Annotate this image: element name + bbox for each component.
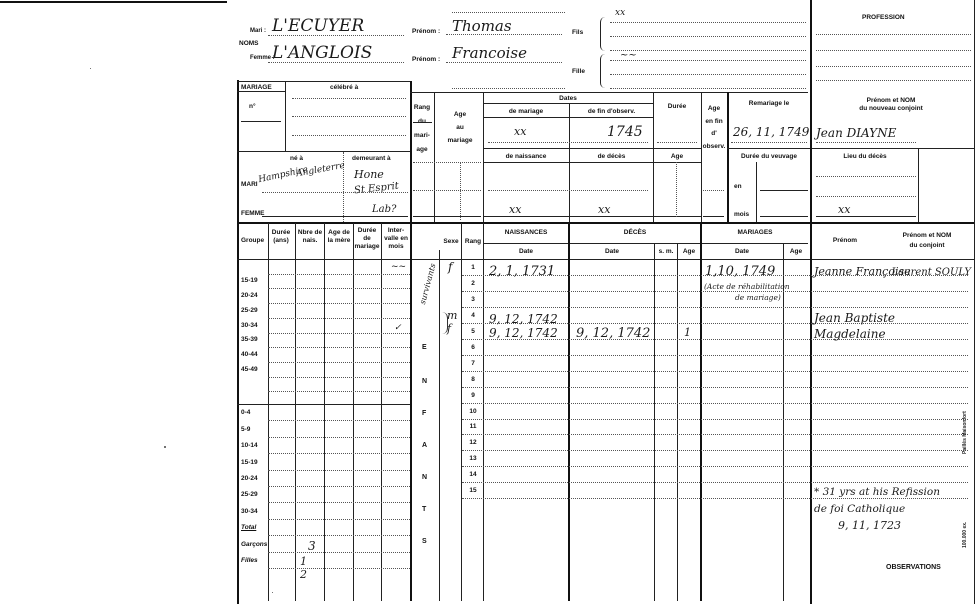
group-label-bottom: 15-19: [241, 458, 258, 466]
group-row-line-top: [268, 318, 410, 319]
scan-speck: [272, 592, 273, 593]
filles-value: 2: [300, 568, 307, 581]
interval-tick: ✓: [394, 323, 402, 333]
group-label-bottom: Filles: [241, 557, 258, 564]
age-mar-label: Age: [453, 111, 467, 118]
rang-du-label: du: [418, 118, 426, 125]
duree-label: Durée: [667, 103, 687, 110]
lieu-deces-value: xx: [838, 203, 851, 216]
rang-row-line: [462, 387, 968, 388]
nouveau-label: [811, 97, 971, 113]
nouveau-line: [816, 142, 916, 143]
deces-sub-header: [570, 243, 700, 244]
rang-number: 10: [469, 407, 477, 415]
observation-note-2: de foi Catholique: [814, 503, 906, 515]
age-fin-label-1: Age: [707, 105, 721, 112]
rang-number: 2: [471, 279, 475, 287]
dates-label: Dates: [559, 95, 577, 102]
dates-line-2: [488, 190, 648, 191]
mari-prenom-label: Prénom :: [412, 28, 441, 35]
group-label-bottom: 10-14: [241, 442, 258, 450]
group-row-line-bottom: [268, 535, 410, 536]
group-label-bottom: Total: [241, 524, 257, 532]
rang-mid-line: [413, 122, 432, 123]
rang-row-line: [462, 355, 968, 356]
enfants-letter: N: [422, 378, 428, 385]
scan-speck: [90, 68, 91, 69]
de-mariage-label: de mariage: [508, 108, 544, 115]
groupe-label: Groupe: [241, 237, 265, 244]
nbre-label-1: Nbre de: [297, 229, 323, 236]
duree-ans-label-1: Durée: [271, 229, 291, 236]
femme-label: Femme :: [250, 55, 275, 61]
rang-number: 14: [469, 471, 477, 479]
rang-col: [434, 92, 435, 223]
group-label-bottom: 25-29: [241, 491, 258, 499]
child-3-sm: 1: [684, 326, 691, 339]
col-deces-age: [700, 223, 702, 601]
ne-label: né à: [290, 155, 304, 162]
fille-line-1: [610, 60, 806, 61]
child-2-sexe: m: [447, 309, 458, 322]
observation-note-1: * 31 yrs at his Refission: [814, 486, 940, 498]
col-nbre: [324, 223, 325, 601]
femme-prenom: Francoise: [452, 44, 527, 62]
veuvage-inner-col: [756, 162, 757, 223]
veuvage-line-2: [760, 216, 808, 217]
group-label-bottom: 30-34: [241, 507, 258, 515]
group-row-line-bottom: [268, 420, 410, 421]
child-2-prenom: Jean Baptiste: [814, 311, 896, 325]
sm-label: s. m.: [658, 248, 674, 255]
en-label: en: [734, 183, 742, 190]
en-fin-label: en fin: [705, 117, 723, 125]
rang-row-line: [462, 291, 968, 292]
group-label-bottom: 0-4: [241, 409, 251, 417]
child-3-naissance: 9, 12, 1742: [489, 326, 558, 340]
group-row-line-top: [268, 274, 410, 275]
rang-row-1: [413, 162, 481, 163]
group-label-top: 25-29: [241, 306, 258, 314]
scan-edge-line: [0, 1, 227, 3]
deces-date-label: Date: [604, 248, 620, 255]
naiss-sub-header: [484, 243, 568, 244]
rang-number: 8: [471, 375, 475, 383]
veuvage-line: [760, 190, 808, 191]
mari-row-label: MARI: [241, 181, 258, 188]
fils-line-1: [610, 22, 806, 23]
naissances-date-label: Date: [518, 248, 534, 255]
rang-mariage-label: [413, 101, 431, 157]
child-2-naissance: 9, 12, 1742: [489, 312, 558, 326]
mari-label: Mari :: [250, 28, 267, 34]
fin-obs-value: 1745: [607, 124, 643, 140]
col-enfants: [439, 250, 440, 601]
fils-mark: xx: [615, 8, 626, 18]
femme-prenom-line: [446, 62, 562, 63]
mari-line: [262, 192, 408, 193]
section1-top: [237, 81, 411, 82]
rang-number: 12: [469, 439, 477, 447]
group-row-line-bottom: [268, 486, 410, 487]
mari-prenom-line: [446, 34, 562, 35]
mariages-sub-header: [702, 243, 808, 244]
celebre-line-3: [292, 135, 406, 136]
child-3-prenom: Magdelaine: [814, 327, 886, 341]
celebre-line-2: [292, 116, 406, 117]
age-dots-2: [676, 162, 677, 217]
femme-name: L'ANGLOIS: [272, 43, 373, 63]
nbre-label-2: nais.: [302, 237, 318, 244]
group-row-line-top: [268, 391, 410, 392]
fin-obs-label: de fin d'observ.: [587, 108, 636, 115]
fille-label: Fille: [572, 68, 586, 75]
demeurant-label: demeurant à: [352, 155, 391, 162]
dates-col-mid: [569, 103, 570, 223]
group-row-line-top: [268, 303, 410, 304]
nbre-label: [296, 229, 324, 245]
printer-mark: Paillès Maisonfort: [962, 411, 968, 454]
mari-residence-2: St Esprit: [353, 180, 400, 197]
intervalle-label-1: Inter-: [387, 227, 405, 234]
col-sm: [677, 243, 678, 601]
rang-row-line: [462, 498, 968, 499]
remariage-date: 26, 11, 1749: [733, 125, 810, 139]
rang-row-3: [413, 216, 481, 217]
duree-ans-label-2: (ans): [273, 237, 289, 244]
frame-right: [974, 0, 975, 604]
age-mere-label-1: Age de: [328, 229, 350, 236]
d-label: d': [711, 130, 717, 137]
enfants-letter: E: [422, 344, 427, 351]
lieu-line-3: [816, 216, 916, 217]
group-row-line-bottom: [268, 470, 410, 471]
frame-left: [237, 80, 239, 604]
mariages-age-label: Age: [789, 248, 803, 255]
marriage-right-border: [410, 81, 412, 223]
de-deces-label: de décès: [597, 153, 626, 160]
enfants-letter: N: [422, 474, 428, 481]
age-label: Age: [670, 153, 684, 160]
group-row-line-top: [268, 362, 410, 363]
mari-prenom: Thomas: [452, 17, 512, 35]
dates-underline: [483, 103, 653, 104]
group-row-line-top: [268, 377, 410, 378]
intervalle-label: [382, 227, 410, 251]
garcons-value: 1: [300, 555, 307, 568]
group-label-bottom: Garçons: [241, 540, 268, 548]
col-groupe: [268, 223, 269, 601]
mari-residence-1: Hone: [354, 168, 384, 181]
rang-number: 1: [471, 263, 475, 271]
au-label: au: [456, 124, 464, 131]
rang-number: 11: [469, 423, 477, 431]
group-label-top: 20-24: [241, 292, 258, 300]
child-1-prenom: Jeanne Françoise: [814, 265, 911, 278]
age-au-mariage-label: [437, 108, 483, 147]
enfants-letter: A: [422, 442, 428, 449]
remariage-mid-line: [727, 148, 974, 149]
rang-row-line: [462, 307, 968, 308]
profession-line-2: [816, 50, 971, 51]
prenom-label: Prénom: [832, 237, 858, 244]
fille-line-3: [610, 88, 806, 89]
no-label: n°: [249, 103, 256, 110]
naissances-label: NAISSANCES: [504, 229, 548, 236]
fille-line-2: [610, 74, 806, 75]
group-label-bottom: 20-24: [241, 475, 258, 482]
group-row-line-bottom: [268, 437, 410, 438]
group-label-bottom: 5-9: [241, 425, 251, 433]
duree-veuvage-label: Durée du veuvage: [741, 153, 797, 160]
age-mere-label: [325, 229, 353, 245]
rang-mari-label: mari-: [414, 132, 430, 139]
group-label-top: 40-44: [241, 350, 258, 358]
dates-sub-line: [483, 117, 653, 118]
rang-number: 4: [471, 311, 475, 319]
rang-number: 5: [471, 327, 475, 335]
femme-residence: Lab?: [372, 204, 397, 215]
mariages-label: MARIAGES: [737, 229, 773, 236]
dates-mid-line: [483, 148, 701, 149]
age-fin-label: [701, 103, 727, 153]
group-row-line-top: [268, 288, 410, 289]
lieu-deces-right: [918, 148, 919, 223]
intervalle-label-2: valle en: [384, 235, 408, 242]
lieu-deces-label: Lieu du décès: [843, 153, 887, 160]
dates-naiss-line: [483, 162, 701, 163]
age-fin-line-1: [703, 190, 724, 191]
scan-speck: [164, 446, 166, 448]
conjoint-label-1: Prénom et NOM: [902, 232, 952, 239]
de-mariage-value: xx: [514, 125, 527, 138]
femme-name-line: [268, 62, 404, 63]
conjoint-label: [882, 231, 972, 251]
profession-line-3: [816, 66, 971, 67]
mariage-sub-line: [237, 91, 285, 92]
conjoint-label-2: du conjoint: [909, 242, 945, 249]
rang-row-2: [413, 190, 481, 191]
col-intervalle: [410, 223, 412, 601]
multiple-birth-bracket: [442, 312, 448, 334]
dates-line-1: [488, 142, 648, 143]
child-1-naissance: 2, 1, 1731: [489, 264, 556, 279]
group-separator: [237, 404, 410, 405]
duree-line: [657, 142, 697, 143]
print-run-mark: 100.000 ex.: [962, 521, 968, 548]
group-row-line-bottom: [268, 453, 410, 454]
rang-row-line: [462, 466, 968, 467]
col-mariages-age: [810, 223, 812, 604]
group-label-top: 45-49: [241, 365, 258, 373]
fils-line-3: [610, 50, 806, 51]
table-top: [237, 222, 974, 224]
sexe-label: Sexe: [443, 238, 459, 245]
mari-name: L'ECUYER: [272, 16, 365, 36]
rehab-note-2: de mariage): [735, 293, 781, 302]
duree-col: [653, 92, 654, 223]
col-duree-mariage: [381, 223, 382, 601]
lieu-line-2: [816, 196, 916, 197]
nouveau-value: Jean DIAYNE: [816, 126, 897, 140]
rang-row-line: [462, 371, 968, 372]
femme-prenom-label: Prénom :: [412, 56, 441, 63]
age-mere-label-2: la mère: [327, 237, 351, 244]
rang-child-label: Rang: [464, 238, 482, 245]
interval-mark: ~~: [391, 262, 407, 272]
rehab-note-1: (Acte de réhabilitation: [704, 282, 790, 291]
group-label-top: 15-19: [241, 277, 258, 285]
mari-name-line: [268, 35, 404, 36]
rang-row-line: [462, 482, 968, 483]
duree-mariage-label-3: mariage: [354, 243, 380, 250]
celebre-line-1: [292, 98, 406, 99]
table-header-bottom: [237, 259, 974, 260]
group-row-line-bottom: [268, 568, 410, 569]
mariage2-label: mariage: [447, 137, 473, 144]
duree-ans-label: [270, 229, 292, 245]
remariage-label: Remariage le: [748, 100, 790, 107]
mariage-label: MARIAGE: [241, 84, 272, 91]
child-3-sexe: f: [447, 322, 452, 335]
col-age-mere: [353, 223, 354, 601]
col-mariages-date: [783, 243, 784, 601]
naissance-value: xx: [509, 203, 522, 216]
deces-value: xx: [598, 203, 611, 216]
noms-label: NOMS: [239, 40, 259, 47]
group-row-line-bottom: [268, 502, 410, 503]
celebre-label: célébré à: [330, 84, 359, 91]
observations-label: OBSERVATIONS: [886, 564, 941, 571]
duree-mariage-label: [354, 227, 380, 251]
header-bottom-dots: [452, 88, 565, 89]
mari-birthplace-2: Angleterre: [295, 160, 346, 180]
col-naissances: [568, 223, 570, 601]
group-label-top: 35-39: [241, 336, 258, 344]
total-value: 3: [308, 539, 316, 553]
child-1-sexe: f: [448, 260, 453, 274]
rang-number: 9: [471, 391, 475, 399]
enfants-letter: T: [422, 506, 427, 513]
rang-number: 13: [469, 455, 477, 463]
group-label-top: 30-34: [241, 321, 258, 329]
mariages-date-label: Date: [734, 248, 750, 255]
group-row-line-bottom: [268, 552, 410, 553]
fils-label: Fils: [572, 29, 584, 36]
group-row-line-top: [268, 333, 410, 334]
profession-label: PROFESSION: [862, 14, 905, 21]
rang-number: 6: [471, 343, 475, 351]
child-3-deces: 9, 12, 1742: [576, 326, 651, 341]
rang-age-label: age: [416, 146, 428, 153]
observation-note-3: 9, 11, 1723: [838, 519, 901, 532]
mois-label: mois: [734, 211, 750, 218]
nouveau-label-2: du nouveau conjoint: [859, 105, 923, 112]
group-row-line-bottom: [268, 519, 410, 520]
survivants-note: survivants: [418, 262, 438, 306]
profession-divider: [810, 0, 812, 96]
rang-label: Rang: [413, 104, 431, 111]
fils-brace: [600, 17, 608, 51]
child-1-conjoint: Laurent SOULY: [891, 267, 971, 278]
rang-row-line: [462, 403, 968, 404]
femme-line: [262, 216, 408, 217]
fille-mark: ~~: [620, 50, 637, 61]
rang-age-top: [410, 92, 808, 93]
rang-number: 7: [471, 359, 475, 367]
remariage-line: [731, 142, 807, 143]
dates-bottom-line: [483, 216, 701, 217]
mariage-bottom: [237, 151, 410, 152]
profession-line-4: [816, 80, 971, 81]
profession-line-1: [816, 34, 971, 35]
duree-mariage-label-2: de: [363, 235, 371, 242]
mariage-no-line: [241, 121, 281, 122]
header-top-dots: [452, 12, 565, 13]
deces-age-label: Age: [682, 248, 696, 255]
enfants-letter: S: [422, 538, 427, 545]
rang-number: 15: [469, 487, 477, 495]
enfants-letter: F: [422, 410, 427, 417]
mariage-col: [285, 81, 286, 151]
fils-line-2: [610, 36, 806, 37]
col-deces-date: [654, 243, 655, 601]
lieu-line-1: [816, 176, 916, 177]
rang-row-line: [462, 434, 968, 435]
intervalle-label-3: mois: [388, 243, 404, 250]
rang-row-line: [462, 419, 968, 420]
rang-row-line: [462, 450, 968, 451]
age-dots-1: [460, 162, 461, 220]
rang-number: 3: [471, 295, 475, 303]
duree-mariage-label-1: Durée: [357, 227, 377, 234]
de-naissance-label: de naissance: [505, 153, 547, 160]
group-row-line-top: [268, 347, 410, 348]
col-duree: [295, 223, 296, 601]
deces-label: DÉCÈS: [623, 229, 647, 236]
femme-row-label: FEMME: [241, 210, 265, 217]
child-1-mariage: 1,10, 1749: [705, 264, 776, 279]
mari-birthplace-1: Hampshire: [257, 164, 309, 186]
fille-brace: [600, 54, 608, 88]
age-fin-line-2: [703, 216, 724, 217]
nouveau-label-1: Prénom et NOM: [866, 97, 916, 104]
observ-label: observ.: [702, 142, 726, 150]
